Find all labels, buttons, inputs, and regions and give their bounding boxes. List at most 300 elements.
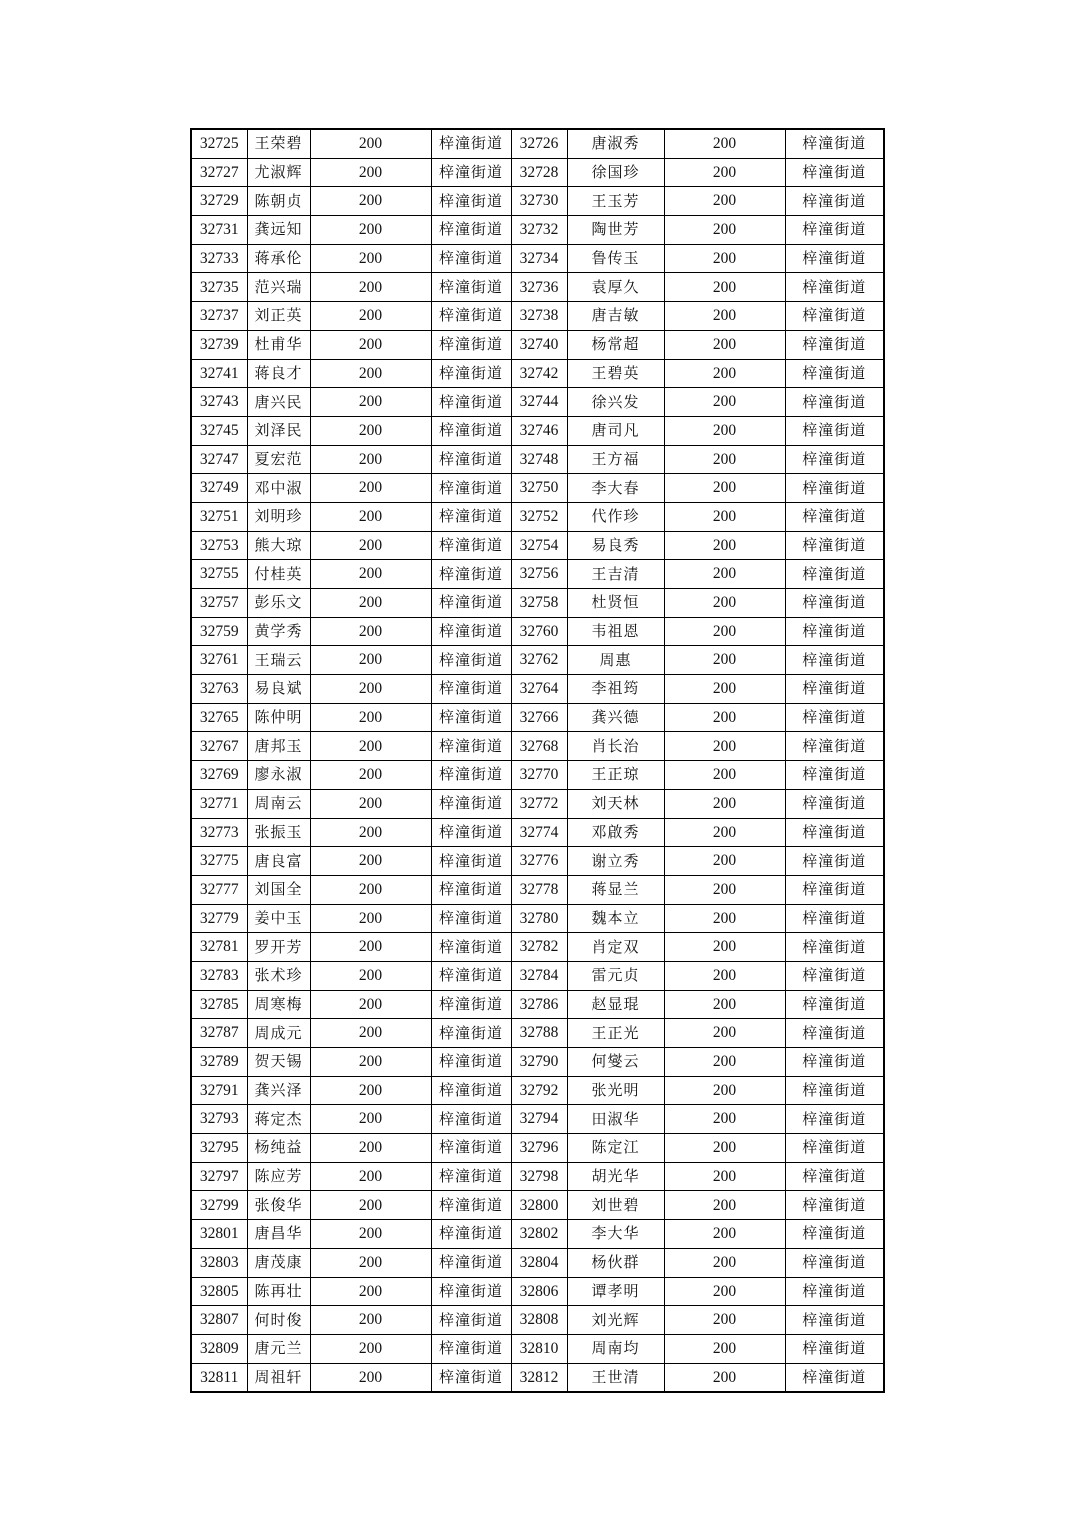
serial-number-cell: 32774: [511, 818, 567, 847]
amount-cell: 200: [310, 502, 431, 531]
street-cell: 梓潼街道: [431, 789, 511, 818]
name-cell: 蒋显兰: [567, 875, 664, 904]
name-cell: 姜中玉: [247, 904, 310, 933]
street-cell: 梓潼街道: [785, 187, 884, 216]
serial-number-cell: 32800: [511, 1191, 567, 1220]
name-cell: 黄学秀: [247, 617, 310, 646]
street-cell: 梓潼街道: [431, 1334, 511, 1363]
street-cell: 梓潼街道: [785, 789, 884, 818]
amount-cell: 200: [310, 904, 431, 933]
name-cell: 谢立秀: [567, 847, 664, 876]
amount-cell: 200: [310, 1363, 431, 1392]
street-cell: 梓潼街道: [785, 216, 884, 245]
street-cell: 梓潼街道: [785, 1191, 884, 1220]
street-cell: 梓潼街道: [431, 1048, 511, 1077]
table-row: [191, 388, 884, 417]
name-cell: 李祖筠: [567, 675, 664, 704]
table-row: [191, 474, 884, 503]
street-cell: 梓潼街道: [431, 961, 511, 990]
serial-number-cell: 32735: [191, 273, 247, 302]
roster-body: [191, 129, 884, 1392]
amount-cell: 200: [664, 904, 785, 933]
amount-cell: 200: [310, 617, 431, 646]
serial-number-cell: 32771: [191, 789, 247, 818]
table-row: [191, 187, 884, 216]
amount-cell: 200: [310, 244, 431, 273]
name-cell: 鲁传玉: [567, 244, 664, 273]
street-cell: 梓潼街道: [785, 502, 884, 531]
table-row: [191, 961, 884, 990]
amount-cell: 200: [310, 675, 431, 704]
amount-cell: 200: [310, 359, 431, 388]
name-cell: 杨纯益: [247, 1134, 310, 1163]
table-row: [191, 1191, 884, 1220]
street-cell: 梓潼街道: [785, 933, 884, 962]
serial-number-cell: 32772: [511, 789, 567, 818]
street-cell: 梓潼街道: [431, 187, 511, 216]
name-cell: 杜甫华: [247, 330, 310, 359]
table-row: [191, 990, 884, 1019]
street-cell: 梓潼街道: [431, 129, 511, 158]
amount-cell: 200: [664, 273, 785, 302]
amount-cell: 200: [310, 388, 431, 417]
amount-cell: 200: [310, 1105, 431, 1134]
street-cell: 梓潼街道: [431, 445, 511, 474]
street-cell: 梓潼街道: [785, 244, 884, 273]
amount-cell: 200: [664, 158, 785, 187]
table-row: [191, 273, 884, 302]
street-cell: 梓潼街道: [785, 1076, 884, 1105]
street-cell: 梓潼街道: [785, 818, 884, 847]
street-cell: 梓潼街道: [785, 589, 884, 618]
serial-number-cell: 32795: [191, 1134, 247, 1163]
street-cell: 梓潼街道: [431, 1076, 511, 1105]
street-cell: 梓潼街道: [785, 1220, 884, 1249]
street-cell: 梓潼街道: [785, 675, 884, 704]
name-cell: 唐兴民: [247, 388, 310, 417]
amount-cell: 200: [310, 789, 431, 818]
street-cell: 梓潼街道: [431, 1363, 511, 1392]
serial-number-cell: 32765: [191, 703, 247, 732]
amount-cell: 200: [310, 187, 431, 216]
serial-number-cell: 32738: [511, 302, 567, 331]
name-cell: 周祖轩: [247, 1363, 310, 1392]
amount-cell: 200: [310, 531, 431, 560]
serial-number-cell: 32775: [191, 847, 247, 876]
name-cell: 刘泽民: [247, 416, 310, 445]
serial-number-cell: 32804: [511, 1248, 567, 1277]
table-row: [191, 502, 884, 531]
table-row: [191, 875, 884, 904]
amount-cell: 200: [664, 1277, 785, 1306]
name-cell: 刘国全: [247, 875, 310, 904]
name-cell: 唐吉敏: [567, 302, 664, 331]
amount-cell: 200: [664, 302, 785, 331]
serial-number-cell: 32780: [511, 904, 567, 933]
serial-number-cell: 32757: [191, 589, 247, 618]
amount-cell: 200: [664, 1306, 785, 1335]
table-row: [191, 416, 884, 445]
name-cell: 龚兴德: [567, 703, 664, 732]
serial-number-cell: 32802: [511, 1220, 567, 1249]
serial-number-cell: 32789: [191, 1048, 247, 1077]
amount-cell: 200: [664, 502, 785, 531]
name-cell: 易良斌: [247, 675, 310, 704]
street-cell: 梓潼街道: [431, 703, 511, 732]
serial-number-cell: 32773: [191, 818, 247, 847]
name-cell: 代作珍: [567, 502, 664, 531]
amount-cell: 200: [310, 875, 431, 904]
street-cell: 梓潼街道: [431, 990, 511, 1019]
street-cell: 梓潼街道: [785, 1048, 884, 1077]
street-cell: 梓潼街道: [431, 1019, 511, 1048]
amount-cell: 200: [664, 359, 785, 388]
serial-number-cell: 32783: [191, 961, 247, 990]
amount-cell: 200: [310, 1076, 431, 1105]
street-cell: 梓潼街道: [431, 273, 511, 302]
table-row: [191, 560, 884, 589]
amount-cell: 200: [310, 761, 431, 790]
name-cell: 龚远知: [247, 216, 310, 245]
serial-number-cell: 32736: [511, 273, 567, 302]
serial-number-cell: 32745: [191, 416, 247, 445]
name-cell: 徐兴发: [567, 388, 664, 417]
name-cell: 陶世芳: [567, 216, 664, 245]
street-cell: 梓潼街道: [785, 158, 884, 187]
street-cell: 梓潼街道: [785, 646, 884, 675]
street-cell: 梓潼街道: [431, 1277, 511, 1306]
serial-number-cell: 32790: [511, 1048, 567, 1077]
street-cell: 梓潼街道: [431, 1105, 511, 1134]
street-cell: 梓潼街道: [785, 388, 884, 417]
name-cell: 唐昌华: [247, 1220, 310, 1249]
name-cell: 唐良富: [247, 847, 310, 876]
serial-number-cell: 32810: [511, 1334, 567, 1363]
serial-number-cell: 32805: [191, 1277, 247, 1306]
amount-cell: 200: [664, 1076, 785, 1105]
street-cell: 梓潼街道: [785, 1363, 884, 1392]
table-row: [191, 1105, 884, 1134]
name-cell: 雷元贞: [567, 961, 664, 990]
name-cell: 蒋良才: [247, 359, 310, 388]
serial-number-cell: 32797: [191, 1162, 247, 1191]
street-cell: 梓潼街道: [785, 129, 884, 158]
table-row: [191, 1306, 884, 1335]
amount-cell: 200: [664, 1048, 785, 1077]
amount-cell: 200: [310, 1277, 431, 1306]
amount-cell: 200: [310, 732, 431, 761]
street-cell: 梓潼街道: [431, 589, 511, 618]
serial-number-cell: 32778: [511, 875, 567, 904]
serial-number-cell: 32807: [191, 1306, 247, 1335]
serial-number-cell: 32734: [511, 244, 567, 273]
amount-cell: 200: [664, 1248, 785, 1277]
table-row: [191, 1248, 884, 1277]
serial-number-cell: 32776: [511, 847, 567, 876]
serial-number-cell: 32766: [511, 703, 567, 732]
amount-cell: 200: [664, 216, 785, 245]
table-row: [191, 1334, 884, 1363]
name-cell: 杨伙群: [567, 1248, 664, 1277]
amount-cell: 200: [310, 703, 431, 732]
name-cell: 彭乐文: [247, 589, 310, 618]
name-cell: 赵显琨: [567, 990, 664, 1019]
name-cell: 袁厚久: [567, 273, 664, 302]
serial-number-cell: 32739: [191, 330, 247, 359]
name-cell: 邓中淑: [247, 474, 310, 503]
street-cell: 梓潼街道: [431, 1220, 511, 1249]
street-cell: 梓潼街道: [431, 875, 511, 904]
name-cell: 韦祖恩: [567, 617, 664, 646]
street-cell: 梓潼街道: [785, 961, 884, 990]
name-cell: 王正光: [567, 1019, 664, 1048]
amount-cell: 200: [310, 216, 431, 245]
table-row: [191, 761, 884, 790]
street-cell: 梓潼街道: [431, 847, 511, 876]
table-row: [191, 359, 884, 388]
serial-number-cell: 32752: [511, 502, 567, 531]
amount-cell: 200: [664, 474, 785, 503]
amount-cell: 200: [310, 646, 431, 675]
serial-number-cell: 32728: [511, 158, 567, 187]
table-row: [191, 703, 884, 732]
table-row: [191, 1277, 884, 1306]
table-row: [191, 904, 884, 933]
amount-cell: 200: [310, 474, 431, 503]
street-cell: 梓潼街道: [785, 904, 884, 933]
serial-number-cell: 32725: [191, 129, 247, 158]
serial-number-cell: 32746: [511, 416, 567, 445]
name-cell: 李大春: [567, 474, 664, 503]
serial-number-cell: 32806: [511, 1277, 567, 1306]
table-row: [191, 1363, 884, 1392]
amount-cell: 200: [664, 531, 785, 560]
name-cell: 陈应芳: [247, 1162, 310, 1191]
serial-number-cell: 32788: [511, 1019, 567, 1048]
serial-number-cell: 32751: [191, 502, 247, 531]
street-cell: 梓潼街道: [431, 818, 511, 847]
serial-number-cell: 32756: [511, 560, 567, 589]
serial-number-cell: 32732: [511, 216, 567, 245]
amount-cell: 200: [664, 330, 785, 359]
table-row: [191, 158, 884, 187]
table-row: [191, 1076, 884, 1105]
amount-cell: 200: [310, 129, 431, 158]
amount-cell: 200: [310, 1019, 431, 1048]
street-cell: 梓潼街道: [785, 875, 884, 904]
street-cell: 梓潼街道: [785, 1019, 884, 1048]
name-cell: 陈仲明: [247, 703, 310, 732]
amount-cell: 200: [664, 445, 785, 474]
street-cell: 梓潼街道: [431, 904, 511, 933]
name-cell: 徐国珍: [567, 158, 664, 187]
amount-cell: 200: [664, 818, 785, 847]
amount-cell: 200: [664, 703, 785, 732]
name-cell: 陈定江: [567, 1134, 664, 1163]
street-cell: 梓潼街道: [431, 761, 511, 790]
street-cell: 梓潼街道: [785, 330, 884, 359]
name-cell: 周惠: [567, 646, 664, 675]
serial-number-cell: 32764: [511, 675, 567, 704]
street-cell: 梓潼街道: [431, 675, 511, 704]
name-cell: 王玉芳: [567, 187, 664, 216]
street-cell: 梓潼街道: [785, 531, 884, 560]
street-cell: 梓潼街道: [431, 388, 511, 417]
amount-cell: 200: [310, 1220, 431, 1249]
name-cell: 张俊华: [247, 1191, 310, 1220]
amount-cell: 200: [310, 1248, 431, 1277]
name-cell: 王瑞云: [247, 646, 310, 675]
table-row: [191, 244, 884, 273]
name-cell: 张术珍: [247, 961, 310, 990]
street-cell: 梓潼街道: [431, 502, 511, 531]
name-cell: 唐淑秀: [567, 129, 664, 158]
street-cell: 梓潼街道: [785, 1105, 884, 1134]
serial-number-cell: 32759: [191, 617, 247, 646]
serial-number-cell: 32782: [511, 933, 567, 962]
name-cell: 谭孝明: [567, 1277, 664, 1306]
name-cell: 周成元: [247, 1019, 310, 1048]
amount-cell: 200: [310, 1191, 431, 1220]
street-cell: 梓潼街道: [785, 1306, 884, 1335]
amount-cell: 200: [664, 388, 785, 417]
street-cell: 梓潼街道: [431, 1134, 511, 1163]
serial-number-cell: 32750: [511, 474, 567, 503]
name-cell: 邓啟秀: [567, 818, 664, 847]
amount-cell: 200: [310, 1162, 431, 1191]
street-cell: 梓潼街道: [785, 273, 884, 302]
table-row: [191, 1134, 884, 1163]
serial-number-cell: 32726: [511, 129, 567, 158]
table-row: [191, 617, 884, 646]
table-row: [191, 330, 884, 359]
name-cell: 蒋承伦: [247, 244, 310, 273]
serial-number-cell: 32787: [191, 1019, 247, 1048]
serial-number-cell: 32794: [511, 1105, 567, 1134]
table-row: [191, 216, 884, 245]
street-cell: 梓潼街道: [785, 1134, 884, 1163]
serial-number-cell: 32748: [511, 445, 567, 474]
serial-number-cell: 32762: [511, 646, 567, 675]
serial-number-cell: 32760: [511, 617, 567, 646]
serial-number-cell: 32812: [511, 1363, 567, 1392]
street-cell: 梓潼街道: [431, 732, 511, 761]
serial-number-cell: 32743: [191, 388, 247, 417]
serial-number-cell: 32803: [191, 1248, 247, 1277]
serial-number-cell: 32793: [191, 1105, 247, 1134]
name-cell: 尤淑辉: [247, 158, 310, 187]
table-row: [191, 1048, 884, 1077]
serial-number-cell: 32769: [191, 761, 247, 790]
table-row: [191, 1220, 884, 1249]
amount-cell: 200: [664, 1105, 785, 1134]
serial-number-cell: 32727: [191, 158, 247, 187]
amount-cell: 200: [310, 302, 431, 331]
amount-cell: 200: [310, 589, 431, 618]
street-cell: 梓潼街道: [431, 359, 511, 388]
street-cell: 梓潼街道: [785, 617, 884, 646]
street-cell: 梓潼街道: [431, 244, 511, 273]
amount-cell: 200: [664, 617, 785, 646]
serial-number-cell: 32733: [191, 244, 247, 273]
street-cell: 梓潼街道: [785, 1277, 884, 1306]
name-cell: 陈再壮: [247, 1277, 310, 1306]
name-cell: 龚兴泽: [247, 1076, 310, 1105]
street-cell: 梓潼街道: [431, 1306, 511, 1335]
serial-number-cell: 32747: [191, 445, 247, 474]
name-cell: 刘天林: [567, 789, 664, 818]
serial-number-cell: 32740: [511, 330, 567, 359]
name-cell: 熊大琼: [247, 531, 310, 560]
amount-cell: 200: [664, 990, 785, 1019]
name-cell: 肖定双: [567, 933, 664, 962]
roster-table: [190, 128, 885, 1393]
name-cell: 王吉清: [567, 560, 664, 589]
amount-cell: 200: [310, 847, 431, 876]
name-cell: 李大华: [567, 1220, 664, 1249]
name-cell: 王正琼: [567, 761, 664, 790]
street-cell: 梓潼街道: [785, 474, 884, 503]
amount-cell: 200: [664, 244, 785, 273]
name-cell: 刘正英: [247, 302, 310, 331]
amount-cell: 200: [664, 961, 785, 990]
table-row: [191, 129, 884, 158]
name-cell: 王碧英: [567, 359, 664, 388]
street-cell: 梓潼街道: [785, 990, 884, 1019]
amount-cell: 200: [664, 675, 785, 704]
name-cell: 唐司凡: [567, 416, 664, 445]
amount-cell: 200: [310, 158, 431, 187]
name-cell: 易良秀: [567, 531, 664, 560]
serial-number-cell: 32808: [511, 1306, 567, 1335]
serial-number-cell: 32791: [191, 1076, 247, 1105]
table-row: [191, 933, 884, 962]
serial-number-cell: 32786: [511, 990, 567, 1019]
amount-cell: 200: [664, 1334, 785, 1363]
name-cell: 杨常超: [567, 330, 664, 359]
street-cell: 梓潼街道: [785, 445, 884, 474]
amount-cell: 200: [310, 818, 431, 847]
street-cell: 梓潼街道: [431, 474, 511, 503]
name-cell: 杜贤恒: [567, 589, 664, 618]
table-row: [191, 732, 884, 761]
serial-number-cell: 32731: [191, 216, 247, 245]
street-cell: 梓潼街道: [431, 1191, 511, 1220]
street-cell: 梓潼街道: [431, 416, 511, 445]
name-cell: 刘明珍: [247, 502, 310, 531]
name-cell: 何时俊: [247, 1306, 310, 1335]
amount-cell: 200: [310, 560, 431, 589]
serial-number-cell: 32784: [511, 961, 567, 990]
street-cell: 梓潼街道: [431, 933, 511, 962]
table-row: [191, 818, 884, 847]
amount-cell: 200: [664, 761, 785, 790]
serial-number-cell: 32758: [511, 589, 567, 618]
name-cell: 廖永淑: [247, 761, 310, 790]
name-cell: 夏宏范: [247, 445, 310, 474]
amount-cell: 200: [664, 646, 785, 675]
amount-cell: 200: [664, 1162, 785, 1191]
street-cell: 梓潼街道: [785, 703, 884, 732]
serial-number-cell: 32811: [191, 1363, 247, 1392]
name-cell: 胡光华: [567, 1162, 664, 1191]
table-row: [191, 302, 884, 331]
amount-cell: 200: [664, 789, 785, 818]
name-cell: 贺天锡: [247, 1048, 310, 1077]
street-cell: 梓潼街道: [785, 732, 884, 761]
name-cell: 周南云: [247, 789, 310, 818]
table-row: [191, 646, 884, 675]
